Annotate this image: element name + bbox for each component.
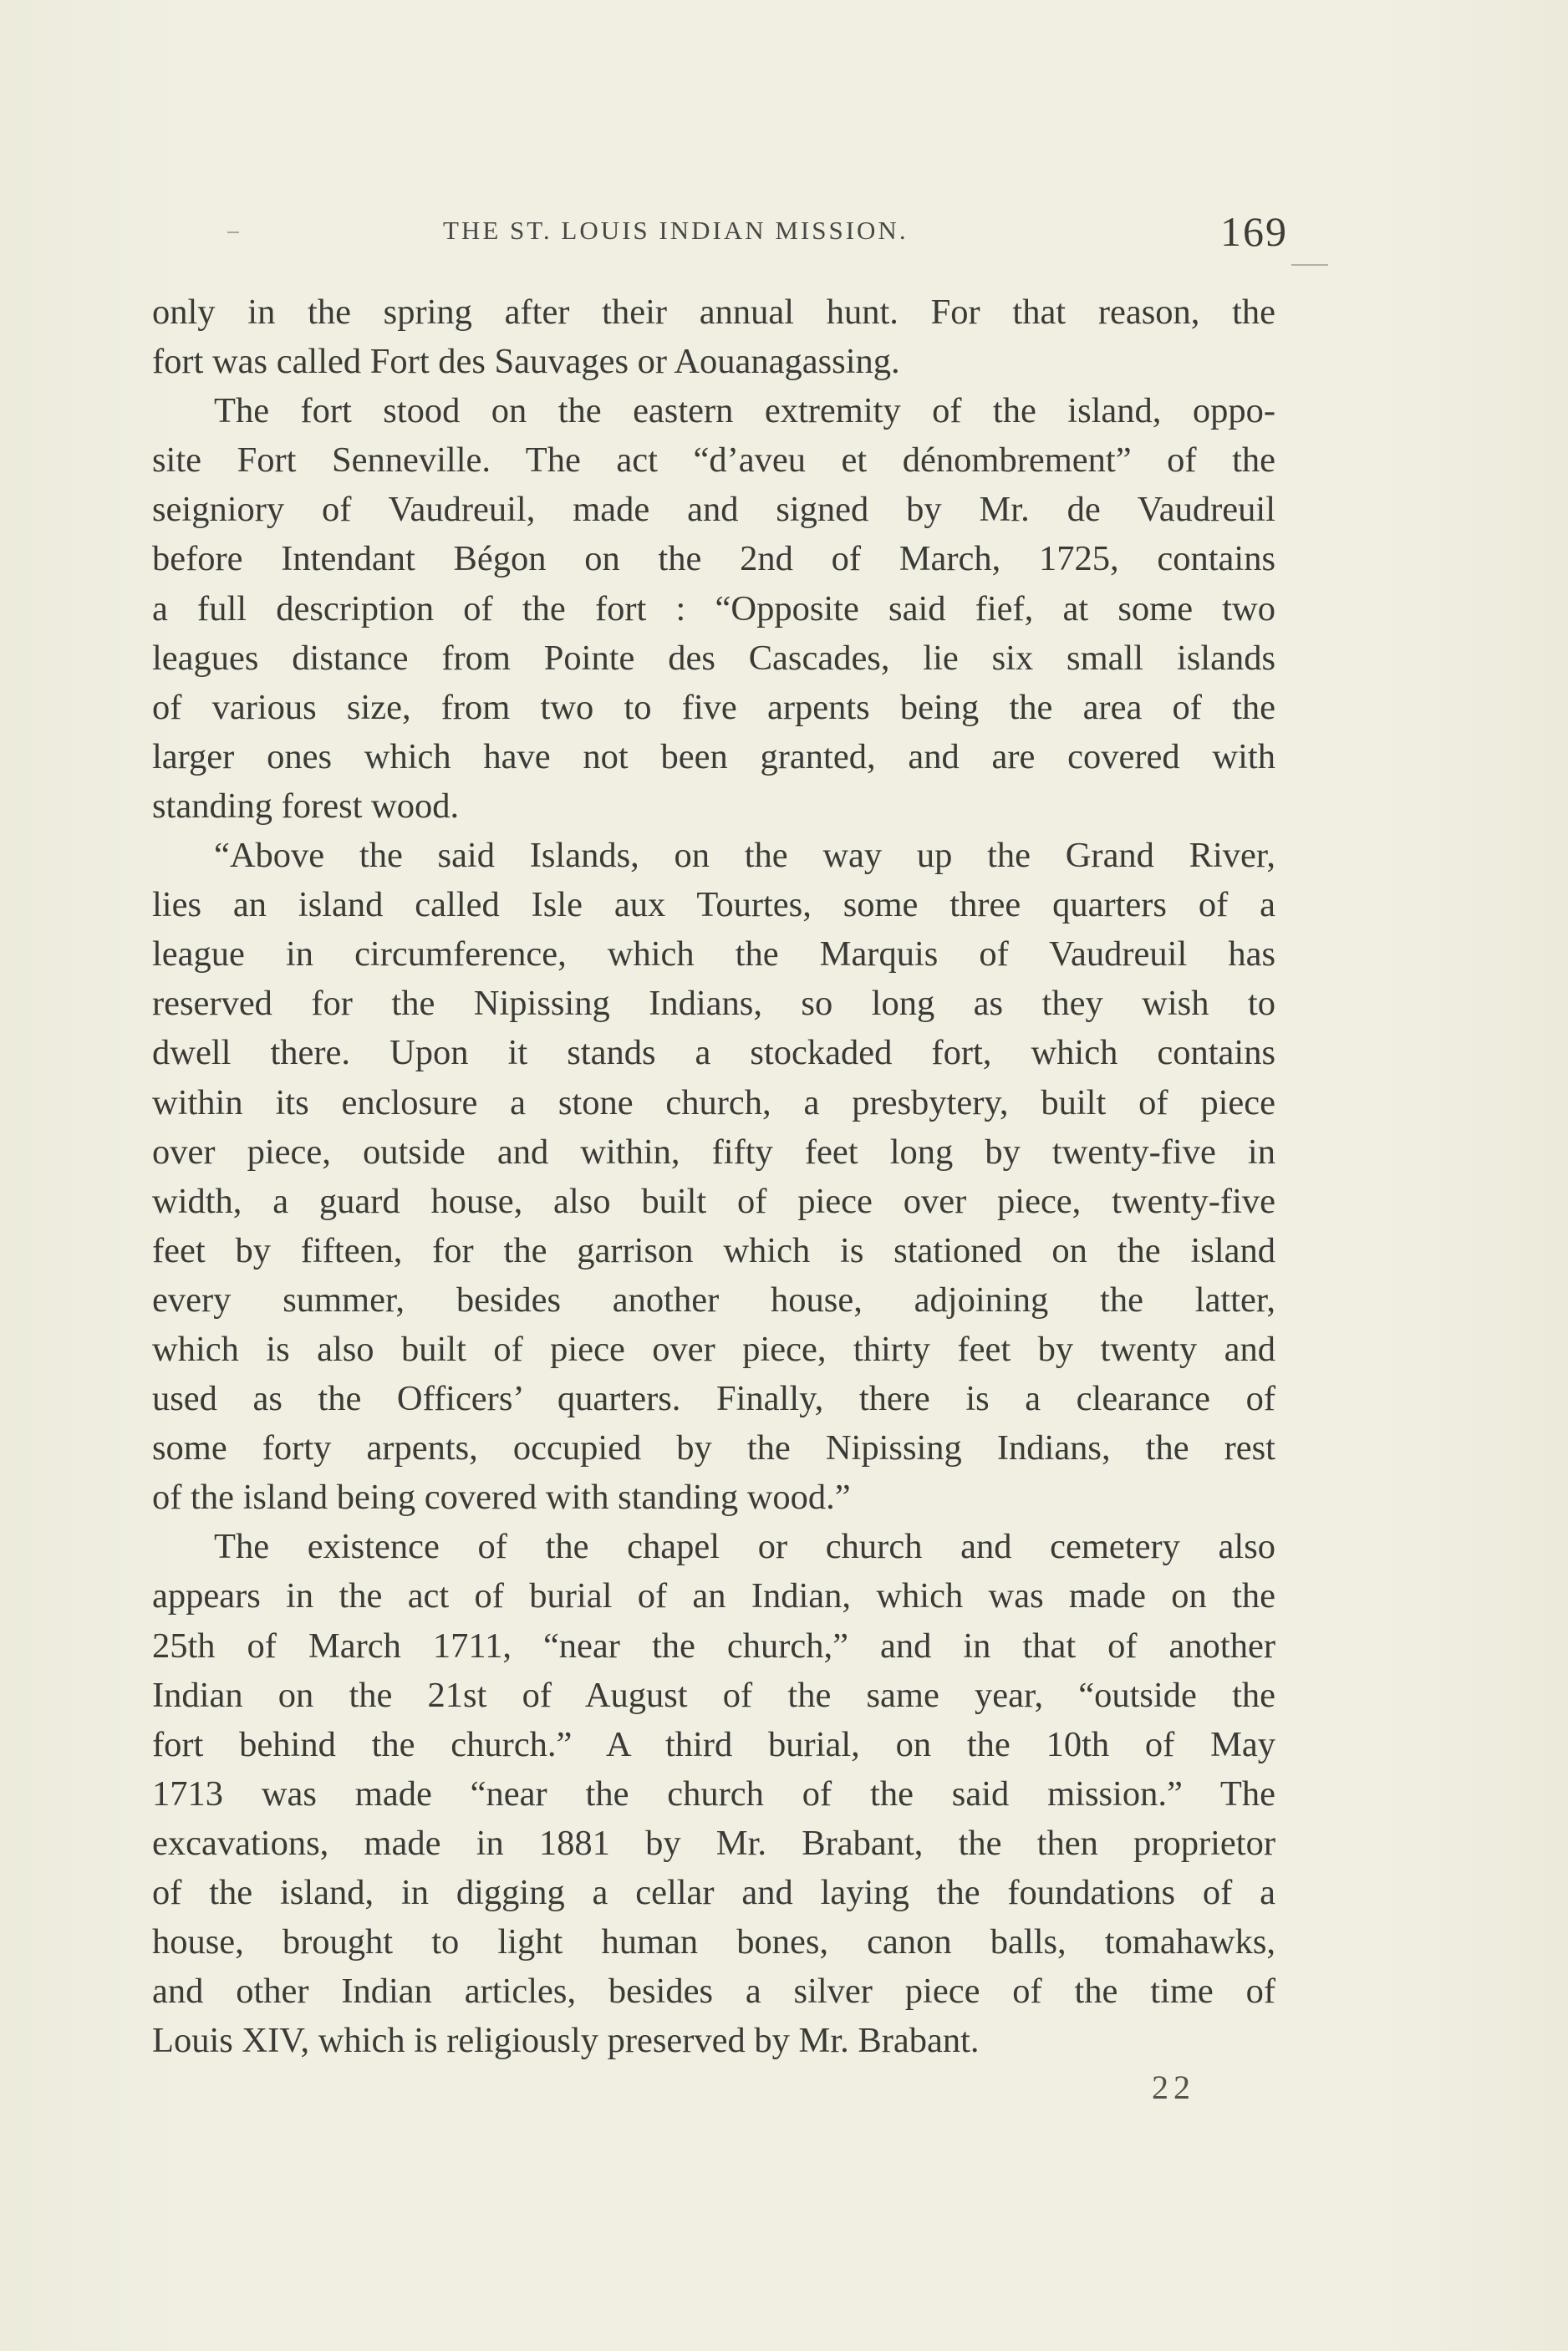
text-line: a full description of the fort : “Opposite said fief, at some two	[152, 588, 1275, 628]
text-line: width, a guard house, also built of piece over piece, twenty-five	[152, 1181, 1275, 1221]
text-line: The existence of the chapel or church and cemetery also	[214, 1527, 1275, 1567]
text-line: larger ones which have not been granted, and are covered with	[152, 736, 1275, 776]
text-line: league in circumference, which the Marquis of Vaudreuil has	[152, 934, 1275, 974]
text-line: only in the spring after their annual hunt. For that reason, the	[152, 293, 1275, 332]
text-line: which is also built of piece over piece, thirty feet by twenty and	[152, 1329, 1275, 1369]
text-line: 1713 was made “near the church of the said mission.” The	[152, 1773, 1275, 1814]
text-line: leagues distance from Pointe des Cascades, lie six small islands	[152, 638, 1275, 678]
text-line: of various size, from two to five arpents being the area of the	[152, 687, 1275, 727]
text-line: fort was called Fort des Sauvages or Aouanagassing.	[152, 342, 900, 382]
text-line: over piece, outside and within, fifty feet long by twenty-five in	[152, 1132, 1275, 1172]
text-line: and other Indian articles, besides a silver piece of the time of	[152, 1972, 1275, 2012]
header-rule-left	[227, 232, 239, 233]
text-line: used as the Officers’ quarters. Finally, there is a clearance of	[152, 1379, 1275, 1419]
text-line: reserved for the Nipissing Indians, so long as they wish to	[152, 984, 1275, 1024]
text-line: of the island being covered with standing wood.”	[152, 1478, 851, 1518]
text-line: The fort stood on the eastern extremity of the island, oppo-	[214, 391, 1275, 431]
text-line: within its enclosure a stone church, a presbytery, built of piece	[152, 1082, 1275, 1122]
text-line: appears in the act of burial of an Indian, which was made on the	[152, 1576, 1275, 1616]
signature-mark: 22	[1152, 2069, 1195, 2106]
text-line: excavations, made in 1881 by Mr. Brabant, the then proprietor	[152, 1823, 1275, 1863]
body-text	[152, 288, 1275, 2065]
text-line: lies an island called Isle aux Tourtes, some three quarters of a	[152, 885, 1275, 925]
text-line: every summer, besides another house, adjoining the latter,	[152, 1280, 1275, 1320]
text-line: Louis XIV, which is religiously preserved by Mr. Brabant.	[152, 2021, 980, 2061]
text-line: Indian on the 21st of August of the same year, “outside the	[152, 1675, 1275, 1715]
text-line: “Above the said Islands, on the way up the Grand River,	[214, 836, 1275, 876]
text-line: of the island, in digging a cellar and laying the foundations of a	[152, 1873, 1275, 1912]
text-line: dwell there. Upon it stands a stockaded fort, which contains	[152, 1033, 1275, 1073]
text-line: feet by fifteen, for the garrison which is stationed on the island	[152, 1230, 1275, 1270]
running-head: THE ST. LOUIS INDIAN MISSION.	[443, 216, 909, 245]
text-line: fort behind the church.” A third burial, on the 10th of May	[152, 1724, 1275, 1764]
text-line: seigniory of Vaudreuil, made and signed by Mr. de Vaudreuil	[152, 490, 1275, 530]
text-line: some forty arpents, occupied by the Nipissing Indians, the rest	[152, 1428, 1275, 1468]
text-line: before Intendant Bégon on the 2nd of March, 1725, contains	[152, 539, 1275, 579]
text-line: site Fort Senneville. The act “d’aveu et dénombrement” of the	[152, 440, 1275, 481]
page-number: 169	[1220, 208, 1288, 255]
header-rule-right	[1291, 264, 1328, 266]
text-line: standing forest wood.	[152, 786, 460, 826]
text-line: house, brought to light human bones, canon balls, tomahawks,	[152, 1922, 1275, 1962]
text-line: 25th of March 1711, “near the church,” and in that of another	[152, 1626, 1275, 1666]
